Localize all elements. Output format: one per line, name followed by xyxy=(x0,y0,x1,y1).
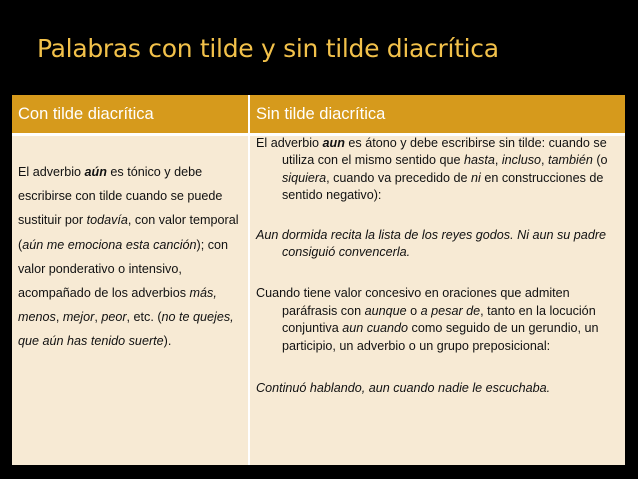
cell-sin-tilde xyxy=(256,135,618,397)
cell-con-tilde: El adverbio aún es tónico y debe escribirse con tilde cuando se puede sustituir por todavía, con valor temporal (aún me emociona esta canción); con valor ponderativo o intensivo, acompañado de los adverbios más, menos, mejor, peor, etc. (no te quejes, que aún has tenido suerte). xyxy=(18,165,239,349)
comparison-table xyxy=(12,95,625,465)
header-con-tilde: Con tilde diacrítica xyxy=(12,95,248,133)
rule-paragraph-2: Cuando tiene valor concesivo en oraciones que admiten paráfrasis con aunque o a pesar de, tanto en la locución conjuntiva aun cuando como seguido de un gerundio, un participio, un adverbio o un grupo preposicional: xyxy=(256,286,599,353)
example-paragraph-1: Aun dormida recita la lista de los reyes godos. Ni aun su padre consiguió convencerla. xyxy=(256,227,607,260)
example-paragraph-2: Continuó hablando, aun cuando nadie le escuchaba. xyxy=(256,381,551,396)
column-divider xyxy=(248,95,250,465)
rule-paragraph-1: El adverbio aun es átono y debe escribirse sin tilde: cuando se utiliza con el mismo sentido que hasta, incluso, también (o siquiera, cuando va precedido de ni en construcciones de sentido negativo): xyxy=(256,136,608,203)
header-sin-tilde: Sin tilde diacrítica xyxy=(250,95,625,133)
slide-title: Palabras con tilde y sin tilde diacrítica xyxy=(37,34,499,63)
